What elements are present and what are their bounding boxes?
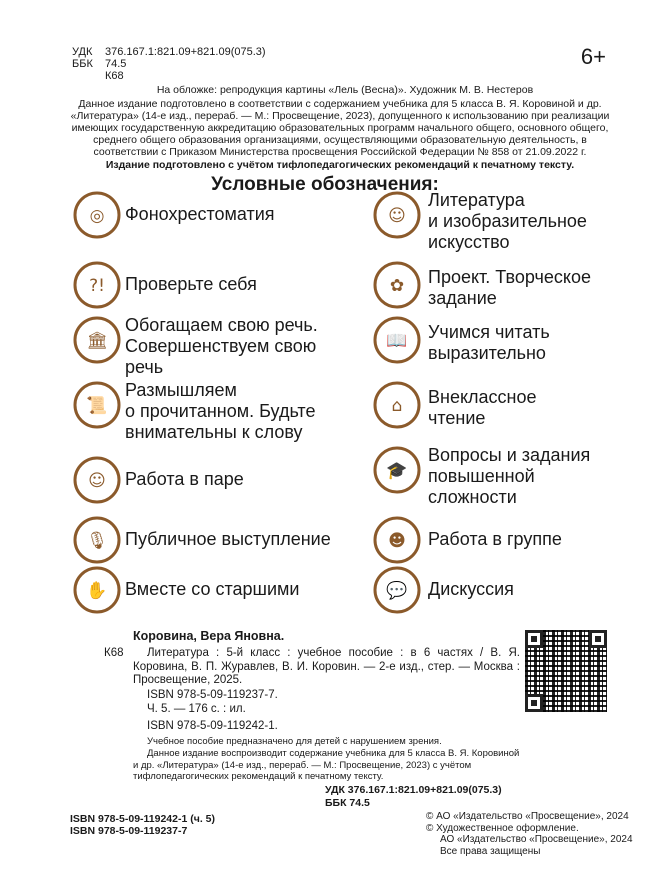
udk-code: 376.167.1:821.09+821.09(075.3) — [105, 46, 266, 58]
legend-label: Размышляем о прочитанном. Будьте внимательны к слову — [125, 380, 316, 442]
copyright-design: © Художественное оформление. — [426, 822, 579, 834]
bbk-label: ББК — [72, 58, 93, 70]
group-faces-icon — [372, 515, 422, 565]
bib-udk: УДК 376.167.1:821.09+821.09(075.3) — [325, 784, 502, 796]
hands-icon — [72, 565, 122, 615]
legend-label: Вместе со старшими — [125, 579, 300, 599]
icon-glyph: ✋ — [86, 581, 108, 601]
icon-glyph: 🎓 — [386, 461, 408, 481]
rights-reserved: Все права защищены — [440, 845, 541, 857]
icon-glyph: ☺ — [88, 471, 106, 491]
scroll-icon — [72, 380, 122, 430]
legend-label: Литература и изобразительное искусство — [428, 190, 587, 252]
qr-code[interactable] — [525, 630, 607, 712]
legend-label: Проверьте себя — [125, 274, 257, 294]
bib-mark: К68 — [104, 647, 124, 659]
house-icon — [372, 380, 422, 430]
author-mark: К68 — [105, 70, 124, 82]
icon-glyph: ⌂ — [391, 396, 403, 416]
copyright-design-owner: АО «Издательство «Просвещение», 2024 — [440, 834, 633, 845]
copyright-block — [426, 811, 633, 857]
legend-label: Публичное выступление — [125, 529, 331, 549]
icon-glyph: ✿ — [389, 276, 405, 296]
bib-part: Ч. 5. — 176 с. : ил. — [147, 703, 246, 715]
greek-head-icon — [372, 190, 422, 240]
legend-title: Условные обозначения: — [211, 174, 439, 195]
question-exclamation-icon — [72, 260, 122, 310]
icon-glyph: 🏛 — [86, 331, 108, 351]
classification-codes — [72, 46, 312, 82]
icon-glyph: ☻ — [388, 531, 406, 551]
cover-note: На обложке: репродукция картины «Лель (Весна)». Художник М. В. Нестеров — [156, 84, 534, 96]
legend-label: Проект. Творческое задание — [428, 267, 591, 308]
icon-glyph: ◎ — [89, 206, 105, 226]
bib-description: Литература : 5-й класс : учебное пособие : в 6 частях / В. Я. Коровина, В. П. Журавлев, В. И. Коровин. — 2-е изд., стер. — Москва : Просвещение, 2025. — [133, 647, 520, 686]
bib-isbn-part: ISBN 978-5-09-119242-1. — [147, 720, 278, 732]
flower-pencil-icon — [372, 260, 422, 310]
bib-bbk: ББК 74.5 — [325, 797, 370, 809]
microphone-icon — [72, 515, 122, 565]
copyright-publisher: © АО «Издательство «Просвещение», 2024 — [426, 811, 629, 822]
icon-glyph: 📖 — [386, 331, 408, 351]
udk-label: УДК — [72, 46, 93, 58]
legend-label: Фонохрестоматия — [125, 204, 275, 224]
bbk-code: 74.5 — [105, 58, 127, 70]
edition-note: Данное издание подготовлено в соответствии с содержанием учебника для 5 класса В. Я. Коровиной и др. «Литература» (14-е изд., перераб. — М.: Просвещение, 2023), допущенного к использованию при реализации имеющих государственную аккредитацию образовательных программ начального общего, основного общего, среднего общего образования организациями, осуществляющими образовательную деятельность, в соответствии с Приказом Министерства просвещения Российской Федерации № 858 от 21.09.2022 г. — [70, 98, 610, 158]
bib-isbn-set: ISBN 978-5-09-119237-7. — [147, 689, 278, 701]
icon-glyph: ☺ — [388, 206, 406, 226]
legend-label: Работа в паре — [125, 469, 244, 489]
icon-glyph: 💬 — [386, 581, 408, 601]
footer-isbn-part: ISBN 978-5-09-119242-1 (ч. 5) — [70, 813, 216, 825]
open-book-icon — [372, 315, 422, 365]
column-icon — [72, 315, 122, 365]
icon-glyph: 🎙 — [86, 531, 108, 551]
icon-glyph: 📜 — [86, 396, 108, 416]
bib-author: Коровина, Вера Яновна. — [133, 629, 285, 643]
age-rating: 6+ — [580, 44, 606, 69]
tiflo-note: Издание подготовлено с учётом тифлопедагогических рекомендаций к печатному тексту. — [105, 159, 575, 171]
footer-isbn — [70, 813, 215, 837]
legend-label: Учимся читать выразительно — [428, 322, 550, 363]
legend-label: Работа в группе — [428, 529, 562, 549]
legend-label: Вопросы и задания повышенной сложности — [428, 445, 591, 507]
icon-glyph: ?! — [89, 276, 105, 296]
legend-label: Дискуссия — [428, 579, 514, 599]
legend-label: Обогащаем свою речь. Совершенствуем свою речь — [125, 315, 318, 377]
speech-bubble-icon — [372, 565, 422, 615]
bib-note-content: Данное издание воспроизводит содержание учебника для 5 класса В. Я. Коровиной и др. «Литература» (14-е изд., перераб. — М.: Просвещение, 2023) с учётом тифлопедагогических рекомендаций к печатному тексту. — [133, 748, 520, 782]
bib-note-purpose: Учебное пособие предназначено для детей с нарушением зрения. — [147, 736, 442, 747]
disc-icon — [72, 190, 122, 240]
graduation-cap-icon — [372, 445, 422, 495]
footer-isbn-set: ISBN 978-5-09-119237-7 — [70, 825, 188, 837]
pair-faces-icon — [72, 455, 122, 505]
legend-label: Внеклассное чтение — [428, 387, 537, 428]
